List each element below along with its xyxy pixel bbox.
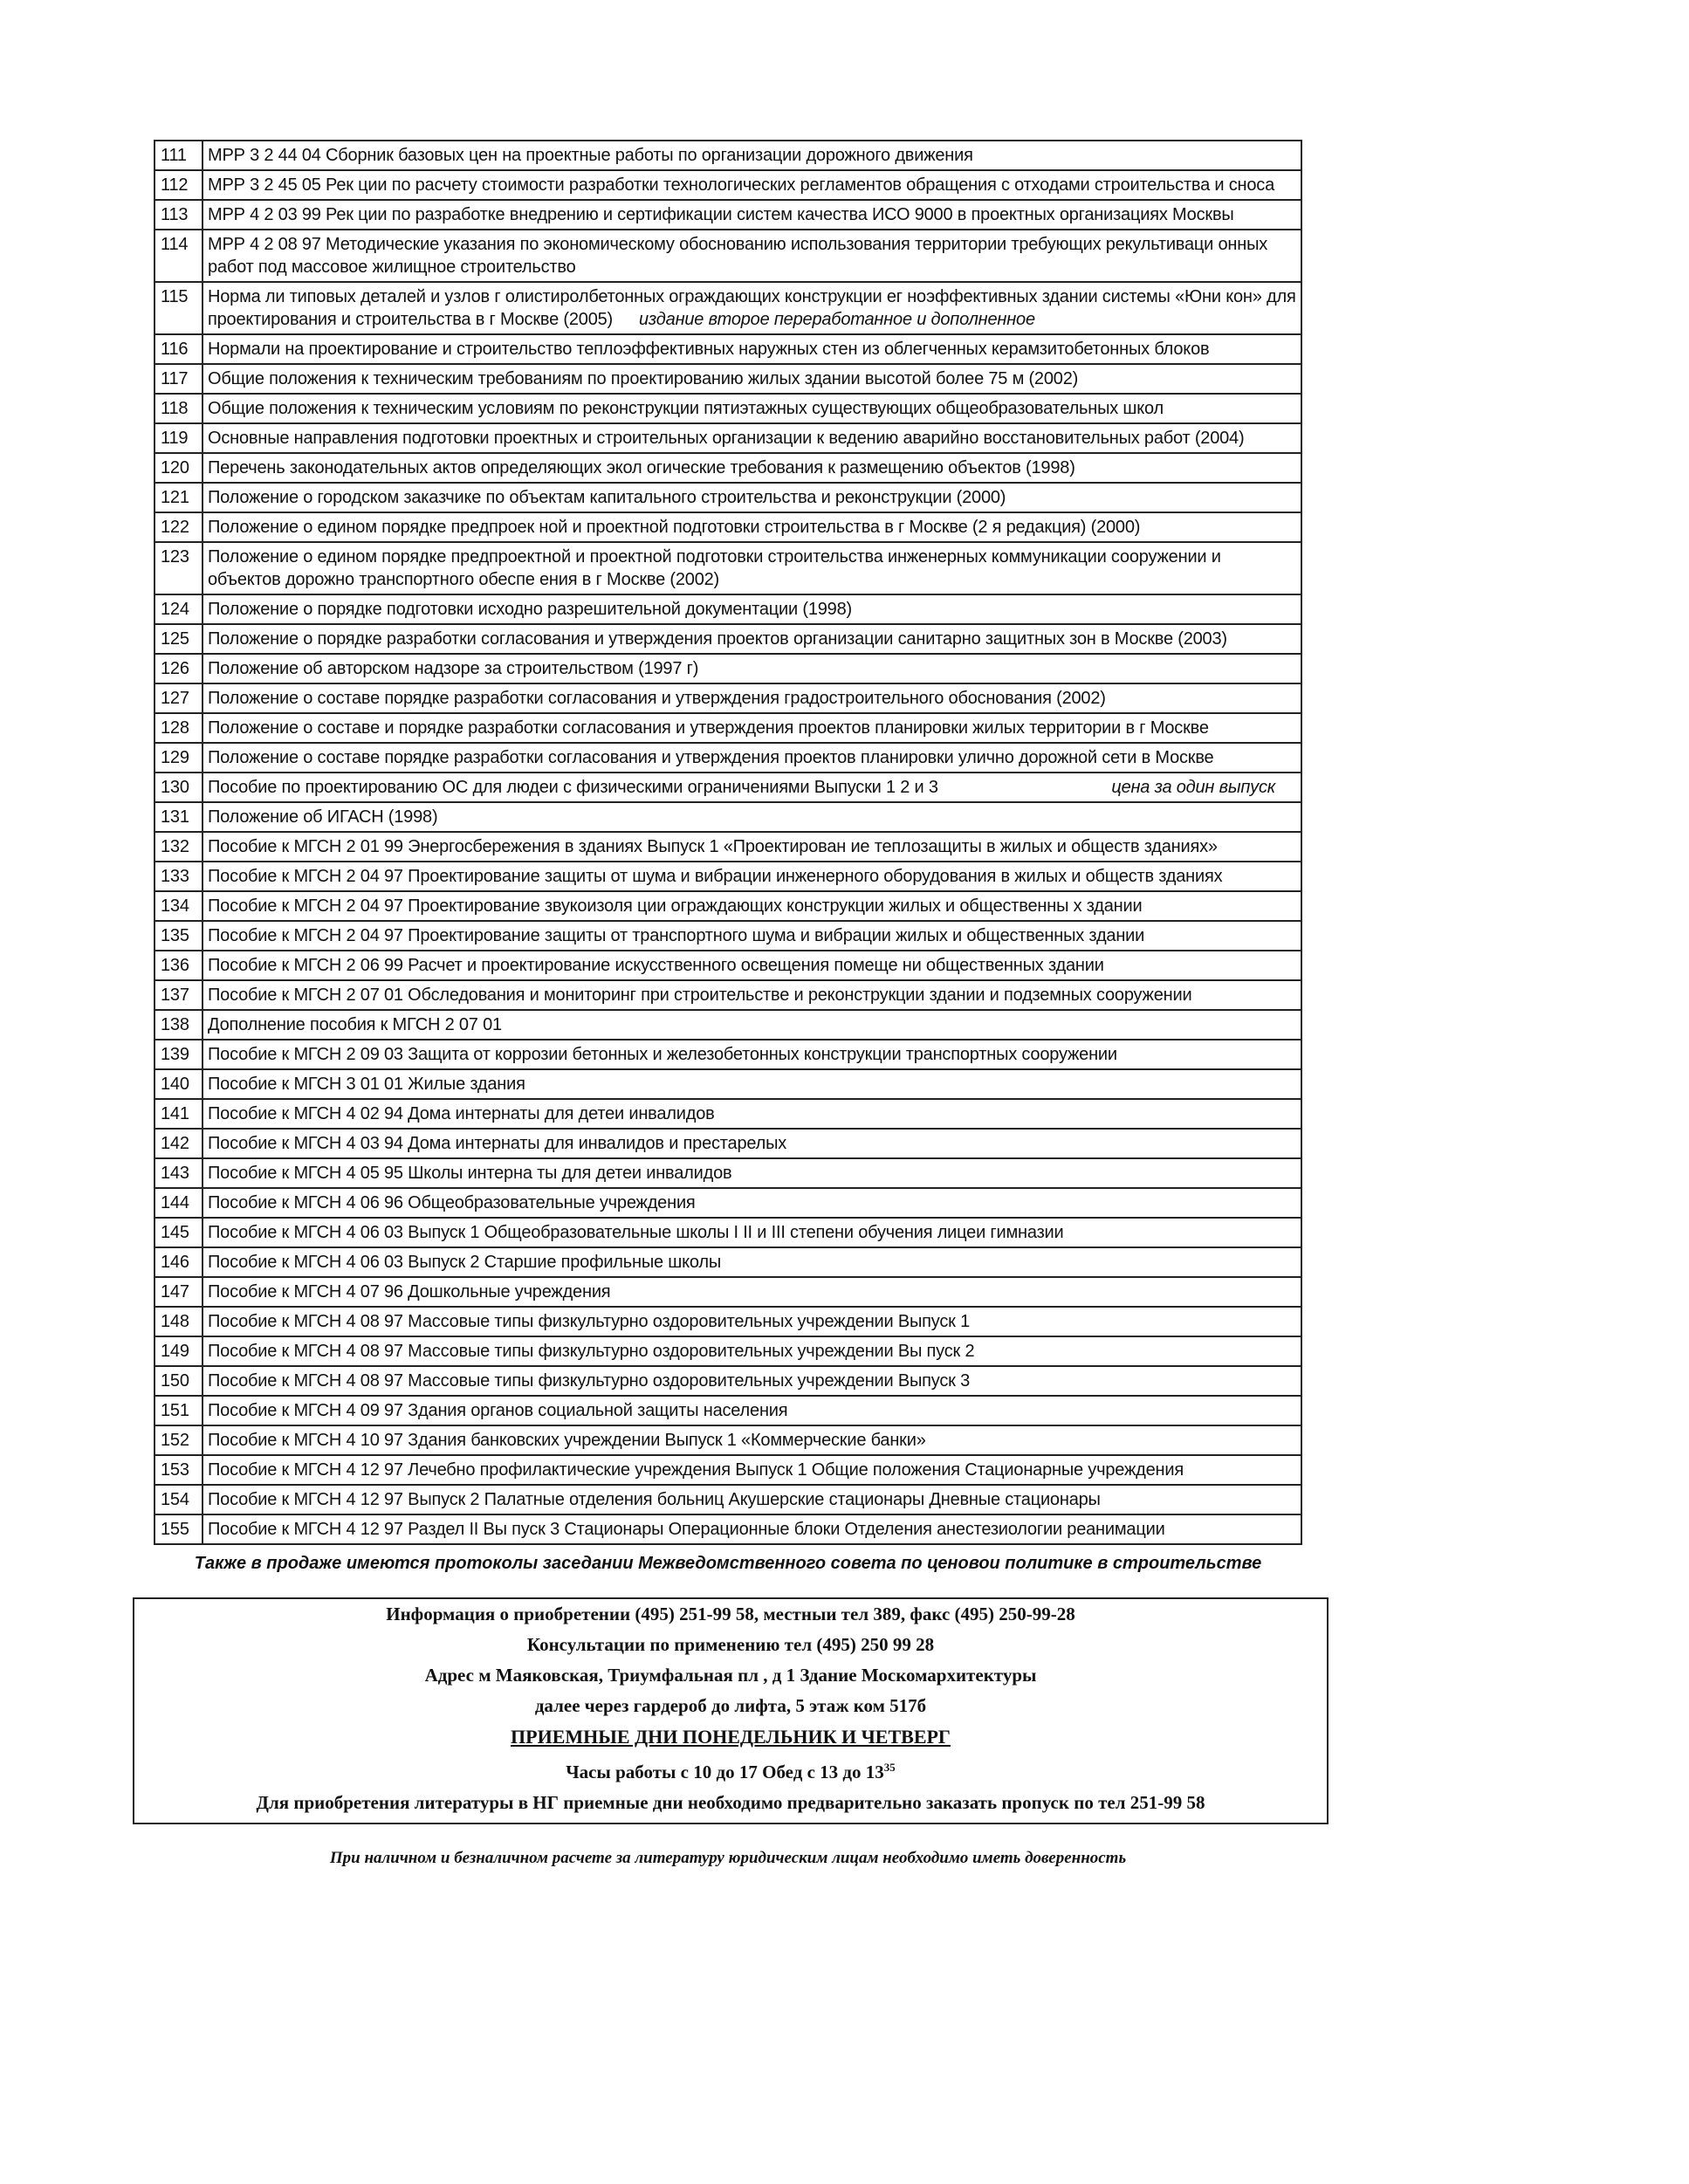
row-title-text: Общие положения к техническим условиям по реконструкции пятиэтажных существующих общеобразовательных школ	[208, 399, 1164, 418]
row-number: 137	[154, 980, 203, 1010]
row-number: 146	[154, 1247, 203, 1277]
row-number: 138	[154, 1010, 203, 1040]
row-title	[203, 773, 1301, 802]
edition-note: издание второе переработанное и дополненное	[639, 310, 1035, 329]
table-row	[154, 1514, 1301, 1544]
row-title	[203, 200, 1301, 230]
row-title-text: Пособие к МГСН 4 02 94 Дома интернаты для детеи инвалидов	[208, 1104, 715, 1123]
row-title	[203, 862, 1301, 891]
row-title	[203, 1336, 1301, 1366]
row-title	[203, 683, 1301, 713]
row-title	[203, 1247, 1301, 1277]
row-title-text: Пособие к МГСН 2 07 01 Обследования и мониторинг при строительстве и реконструкции здании и подземных сооружении	[208, 986, 1192, 1005]
publications-table-body	[154, 141, 1301, 1544]
table-row	[154, 654, 1301, 683]
row-title-text: Пособие к МГСН 2 04 97 Проектирование защиты от шума и вибрации инженерного оборудования в жилых и обществ зданиях	[208, 867, 1223, 886]
row-title-text: Пособие к МГСН 4 09 97 Здания органов социальной защиты населения	[208, 1401, 788, 1420]
row-title	[203, 394, 1301, 423]
table-row	[154, 542, 1301, 594]
row-title	[203, 364, 1301, 394]
table-row	[154, 1218, 1301, 1247]
table-row	[154, 1099, 1301, 1129]
row-number: 155	[154, 1514, 203, 1544]
row-title-text: Положение об авторском надзоре за строительством (1997 г)	[208, 659, 699, 678]
table-row	[154, 802, 1301, 832]
row-number: 152	[154, 1425, 203, 1455]
table-row	[154, 832, 1301, 862]
row-number: 132	[154, 832, 203, 862]
row-number: 129	[154, 743, 203, 773]
row-title	[203, 1455, 1301, 1485]
row-title-text: Пособие к МГСН 2 04 97 Проектирование звукоизоля ции ограждающих конструкции жилых и общественны х здании	[208, 896, 1143, 916]
row-title	[203, 1010, 1301, 1040]
row-number: 113	[154, 200, 203, 230]
row-number: 150	[154, 1366, 203, 1396]
pass-order-line: Для приобретения литературы в НГ приемные дни необходимо предварительно заказать пропуск по тел 251-99 58	[256, 1792, 1205, 1813]
row-title	[203, 1040, 1301, 1069]
row-title	[203, 1485, 1301, 1514]
table-row	[154, 200, 1301, 230]
protocols-note: Также в продаже имеются протоколы заседании Межведомственного совета по ценовои политике в строительстве	[194, 1554, 1262, 1573]
working-hours-text: Часы работы с 10 до 17 Обед с 13 до 13	[566, 1762, 884, 1782]
row-title-text: Пособие к МГСН 4 05 95 Школы интерна ты для детеи инвалидов	[208, 1164, 732, 1183]
row-title-text: Пособие к МГСН 4 06 96 Общеобразовательные учреждения	[208, 1193, 696, 1212]
row-number: 154	[154, 1485, 203, 1514]
working-hours-minutes: 35	[883, 1761, 896, 1774]
row-number: 148	[154, 1307, 203, 1336]
table-row	[154, 1396, 1301, 1425]
price-note: цена за один выпуск	[1111, 778, 1275, 797]
table-row	[154, 1010, 1301, 1040]
row-title	[203, 1188, 1301, 1218]
row-number: 116	[154, 334, 203, 364]
row-title-text: Положение о составе порядке разработки согласования и утверждения проектов планировки улично дорожной сети в Москве	[208, 748, 1214, 767]
row-title-text: Общие положения к техническим требованиям по проектированию жилых здании высотой более 75 м (2002)	[208, 369, 1079, 388]
row-title	[203, 743, 1301, 773]
row-title	[203, 542, 1301, 594]
row-title-text: Пособие к МГСН 4 10 97 Здания банковских учреждении Выпуск 1 «Коммерческие банки»	[208, 1431, 926, 1450]
row-number: 151	[154, 1396, 203, 1425]
table-row	[154, 423, 1301, 453]
table-row	[154, 891, 1301, 921]
row-title-text: Нормали на проектирование и строительство теплоэффективных наружных стен из облегченных керамзитобетонных блоков	[208, 340, 1210, 359]
row-number: 127	[154, 683, 203, 713]
row-title-text: Пособие к МГСН 2 09 03 Защита от коррозии бетонных и железобетонных конструкции транспортных сооружении	[208, 1045, 1117, 1064]
table-row	[154, 230, 1301, 282]
row-title	[203, 483, 1301, 512]
row-number: 120	[154, 453, 203, 483]
table-row	[154, 980, 1301, 1010]
consultation-line: Консультации по применению тел (495) 250 99 28	[526, 1634, 935, 1655]
publications-table	[154, 140, 1302, 1545]
row-title-text: Положение о составе и порядке разработки согласования и утверждения проектов планировки жилых территории в г Москве	[208, 718, 1209, 738]
table-row	[154, 1425, 1301, 1455]
row-title-text: Пособие к МГСН 4 08 97 Массовые типы физкультурно оздоровительных учреждении Вы пуск 2	[208, 1342, 975, 1361]
row-title	[203, 334, 1301, 364]
table-row	[154, 141, 1301, 170]
row-title-text: Пособие к МГСН 4 12 97 Выпуск 2 Палатные отделения больниц Акушерские стационары Дневные стационары	[208, 1490, 1101, 1509]
table-row	[154, 483, 1301, 512]
row-title-text: Пособие к МГСН 2 06 99 Расчет и проектирование искусственного освещения помеще ни общественных здании	[208, 956, 1104, 975]
row-title-text: Положение о составе порядке разработки согласования и утверждения градостроительного обоснования (2002)	[208, 689, 1106, 708]
row-title-text: Основные направления подготовки проектных и строительных организации к ведению аварийно восстановительных работ (2004)	[208, 429, 1245, 448]
row-number: 144	[154, 1188, 203, 1218]
row-title	[203, 423, 1301, 453]
row-title	[203, 512, 1301, 542]
row-title-text: Положение о порядке разработки согласования и утверждения проектов организации санитарно защитных зон в Москве (2003)	[208, 629, 1227, 649]
row-number: 117	[154, 364, 203, 394]
row-number: 133	[154, 862, 203, 891]
table-row	[154, 512, 1301, 542]
row-title-text: Пособие к МГСН 2 04 97 Проектирование защиты от транспортного шума и вибрации жилых и общественных здании	[208, 926, 1145, 945]
row-title	[203, 594, 1301, 624]
row-number: 125	[154, 624, 203, 654]
row-title	[203, 1396, 1301, 1425]
table-row	[154, 921, 1301, 951]
table-row	[154, 1455, 1301, 1485]
row-title	[203, 1366, 1301, 1396]
row-title-text: МРР 4 2 03 99 Рек ции по разработке внедрению и сертификации систем качества ИСО 9000 в проектных организациях Москвы	[208, 205, 1234, 224]
row-number: 111	[154, 141, 203, 170]
row-number: 112	[154, 170, 203, 200]
row-number: 147	[154, 1277, 203, 1307]
row-number: 123	[154, 542, 203, 594]
purchase-info-line: Информация о приобретении (495) 251-99 58, местныи тел 389, факс (495) 250-99-28	[386, 1604, 1075, 1624]
row-title-text: Норма ли типовых деталей и узлов г олистиролбетонных ограждающих конструкции ег ноэффективных здании системы «Юни кон» для проектирования и строительства в г Москве (2005)	[208, 287, 1296, 329]
row-title	[203, 170, 1301, 200]
row-title-text: МРР 3 2 45 05 Рек ции по расчету стоимости разработки технологических регламентов обращения с отходами строительства и сноса	[208, 175, 1275, 195]
row-title	[203, 1277, 1301, 1307]
table-row	[154, 1277, 1301, 1307]
row-title	[203, 1425, 1301, 1455]
footer-note: При наличном и безналичном расчете за литературу юридическим лицам необходимо иметь доверенность	[329, 1849, 1127, 1867]
row-number: 115	[154, 282, 203, 334]
table-row	[154, 773, 1301, 802]
directions-line: далее через гардероб до лифта, 5 этаж ком 517б	[534, 1695, 927, 1716]
row-title	[203, 1069, 1301, 1099]
table-row	[154, 1069, 1301, 1099]
table-row	[154, 713, 1301, 743]
table-row	[154, 1336, 1301, 1366]
row-number: 121	[154, 483, 203, 512]
row-title-text: Пособие к МГСН 4 12 97 Раздел II Вы пуск 3 Стационары Операционные блоки Отделения анестезиологии реанимации	[208, 1520, 1165, 1539]
table-row	[154, 453, 1301, 483]
row-number: 119	[154, 423, 203, 453]
row-title	[203, 832, 1301, 862]
row-title	[203, 141, 1301, 170]
table-row	[154, 170, 1301, 200]
table-row	[154, 394, 1301, 423]
row-number: 139	[154, 1040, 203, 1069]
row-title-text: Перечень законодательных актов определяющих экол огические требования к размещению объектов (1998)	[208, 458, 1075, 477]
table-row	[154, 334, 1301, 364]
row-title	[203, 921, 1301, 951]
row-title-text: Дополнение пособия к МГСН 2 07 01	[208, 1015, 502, 1034]
row-title	[203, 624, 1301, 654]
row-number: 126	[154, 654, 203, 683]
row-title-text: Пособие к МГСН 4 06 03 Выпуск 1 Общеобразовательные школы I II и III степени обучения лицеи гимназии	[208, 1223, 1064, 1242]
table-row	[154, 1158, 1301, 1188]
row-title-text: Пособие к МГСН 4 03 94 Дома интернаты для инвалидов и престарелых	[208, 1134, 787, 1153]
address-line: Адрес м Маяковская, Триумфальная пл , д 1 Здание Москомархитектуры	[424, 1665, 1037, 1686]
table-row	[154, 1366, 1301, 1396]
row-number: 114	[154, 230, 203, 282]
row-number: 149	[154, 1336, 203, 1366]
row-title	[203, 1514, 1301, 1544]
table-row	[154, 1307, 1301, 1336]
row-title	[203, 1307, 1301, 1336]
row-title-text: Пособие к МГСН 4 12 97 Лечебно профилактические учреждения Выпуск 1 Общие положения Стационарные учреждения	[208, 1460, 1184, 1480]
table-row	[154, 282, 1301, 334]
row-number: 124	[154, 594, 203, 624]
row-title-text: Положение об ИГАСН (1998)	[208, 807, 438, 827]
row-title	[203, 1129, 1301, 1158]
table-row	[154, 594, 1301, 624]
row-title	[203, 713, 1301, 743]
reception-days-line: ПРИЕМНЫЕ ДНИ ПОНЕДЕЛЬНИК И ЧЕТВЕРГ	[511, 1726, 951, 1748]
table-row	[154, 951, 1301, 980]
row-title-text: Пособие к МГСН 3 01 01 Жилые здания	[208, 1075, 525, 1094]
table-row	[154, 1129, 1301, 1158]
table-row	[154, 862, 1301, 891]
row-title	[203, 980, 1301, 1010]
working-hours-line	[134, 1752, 1327, 1788]
row-title-text: МРР 3 2 44 04 Сборник базовых цен на проектные работы по организации дорожного движения	[208, 146, 973, 165]
row-title	[203, 1218, 1301, 1247]
row-number: 135	[154, 921, 203, 951]
row-title	[203, 951, 1301, 980]
row-title	[203, 891, 1301, 921]
row-title-text: МРР 4 2 08 97 Методические указания по экономическому обоснованию использования территории требующих рекультиваци онных работ под массовое жилищное строительство	[208, 235, 1268, 277]
row-title-text: Положение о едином порядке предпроектной и проектной подготовки строительства инженерных коммуникации сооружении и объектов дорожно транспортного обеспе ения в г Москве (2002)	[208, 547, 1221, 589]
row-title	[203, 1158, 1301, 1188]
row-title	[203, 654, 1301, 683]
contact-info-box	[133, 1597, 1329, 1824]
row-number: 153	[154, 1455, 203, 1485]
table-row	[154, 743, 1301, 773]
row-title-text: Пособие к МГСН 2 01 99 Энергосбережения в зданиях Выпуск 1 «Проектирован ие теплозащиты в жилых и обществ зданиях»	[208, 837, 1218, 856]
row-title	[203, 802, 1301, 832]
row-number: 145	[154, 1218, 203, 1247]
row-number: 142	[154, 1129, 203, 1158]
row-number: 130	[154, 773, 203, 802]
row-number: 118	[154, 394, 203, 423]
table-row	[154, 1247, 1301, 1277]
row-number: 128	[154, 713, 203, 743]
table-row	[154, 364, 1301, 394]
table-row	[154, 624, 1301, 654]
row-title-text: Положение о городском заказчике по объектам капитального строительства и реконструкции (2000)	[208, 488, 1006, 507]
row-title-text: Пособие к МГСН 4 08 97 Массовые типы физкультурно оздоровительных учреждении Выпуск 3	[208, 1371, 971, 1391]
table-row	[154, 1040, 1301, 1069]
row-title-text: Пособие к МГСН 4 07 96 Дошкольные учреждения	[208, 1282, 611, 1301]
row-title	[203, 282, 1301, 334]
row-title	[203, 453, 1301, 483]
row-number: 136	[154, 951, 203, 980]
table-row	[154, 1485, 1301, 1514]
row-title-text: Положение о порядке подготовки исходно разрешительной документации (1998)	[208, 600, 852, 619]
row-number: 143	[154, 1158, 203, 1188]
table-row	[154, 1188, 1301, 1218]
row-title-text: Пособие к МГСН 4 08 97 Массовые типы физкультурно оздоровительных учреждении Выпуск 1	[208, 1312, 971, 1331]
row-title-text: Пособие к МГСН 4 06 03 Выпуск 2 Старшие профильные школы	[208, 1253, 722, 1272]
row-number: 140	[154, 1069, 203, 1099]
row-number: 122	[154, 512, 203, 542]
row-title	[203, 1099, 1301, 1129]
row-title-text: Положение о едином порядке предпроек ной и проектной подготовки строительства в г Москве (2 я редакция) (2000)	[208, 518, 1141, 537]
row-title-text: Пособие по проектированию ОС для людеи с физическими ограничениями Выпуски 1 2 и 3	[208, 778, 938, 797]
table-row	[154, 683, 1301, 713]
row-number: 141	[154, 1099, 203, 1129]
row-number: 134	[154, 891, 203, 921]
row-number: 131	[154, 802, 203, 832]
row-title	[203, 230, 1301, 282]
